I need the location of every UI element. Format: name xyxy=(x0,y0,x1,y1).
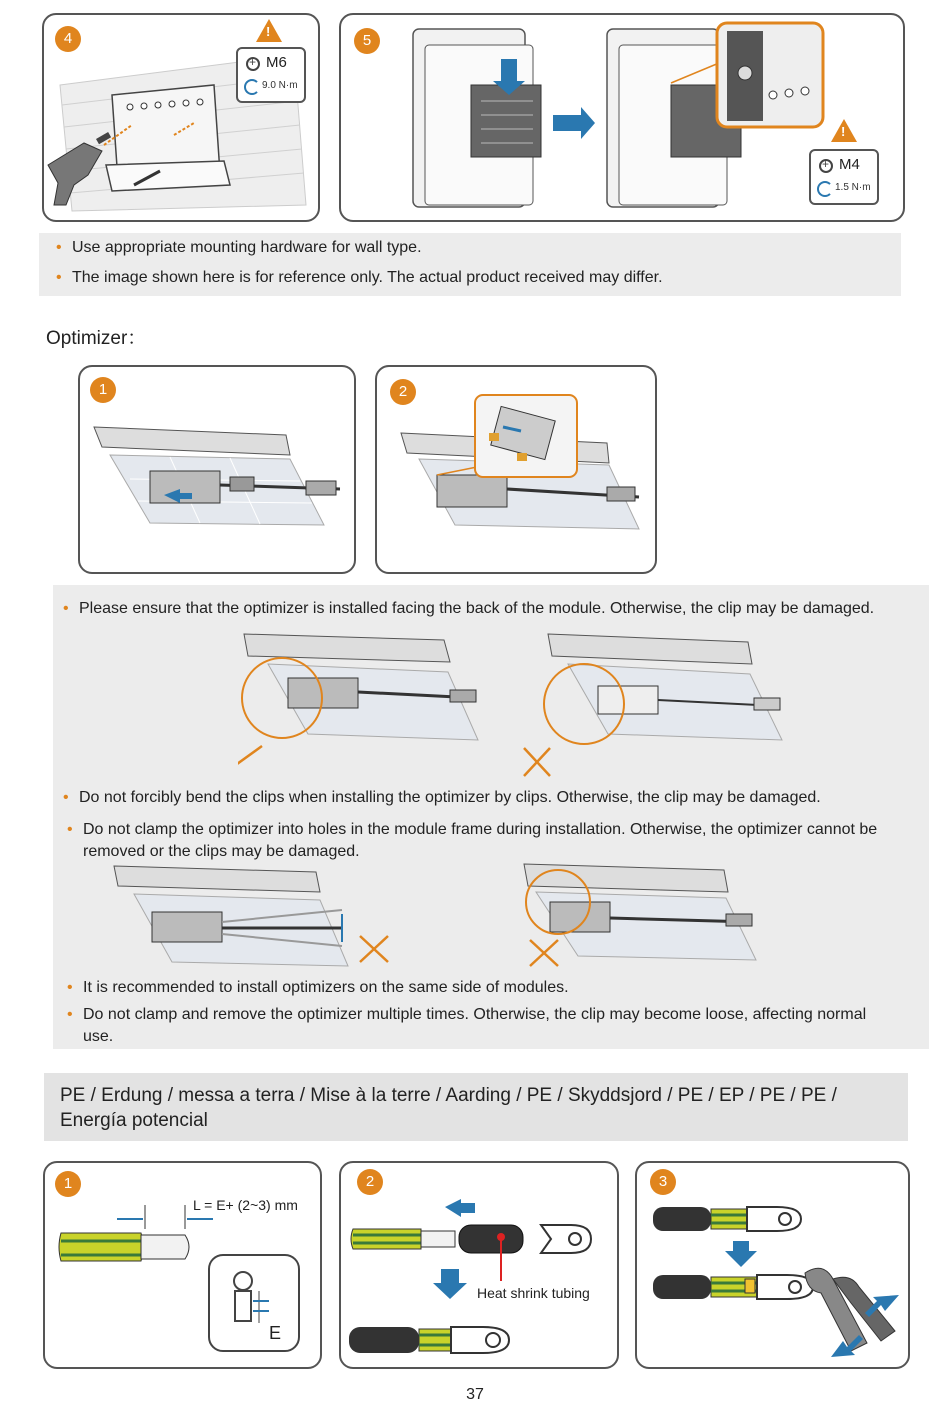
step-number-badge: 2 xyxy=(390,379,416,405)
torque-value: 9.0 N·m xyxy=(262,80,298,91)
optimizer-clip-illustration xyxy=(377,367,655,572)
page-number: 37 xyxy=(466,1386,484,1403)
pe-step2-panel xyxy=(339,1161,619,1369)
note-text: Do not clamp the optimizer into holes in the module frame during installation. Otherwise, the optimizer cannot be removed or the clips may be damaged. xyxy=(83,821,878,860)
bolt-size: M4 xyxy=(839,156,860,173)
pe-heading-box xyxy=(44,1073,908,1141)
check-mark-icon xyxy=(238,746,262,772)
torque-value: 1.5 N·m xyxy=(835,182,871,193)
note-item: • Use appropriate mounting hardware for wall type. xyxy=(56,239,422,256)
step-number-badge: 1 xyxy=(55,1171,81,1197)
step-number-badge: 2 xyxy=(357,1169,383,1195)
bolt-head-icon xyxy=(246,57,260,71)
step5-panel xyxy=(339,13,905,222)
warning-icon xyxy=(831,119,857,142)
step-number-badge: 5 xyxy=(354,28,380,54)
e-dimension-label: E xyxy=(269,1323,282,1343)
bolt-size: M6 xyxy=(266,54,287,71)
note-text: Do not clamp and remove the optimizer multiple times. Otherwise, the clip may become loose, affecting normal use. xyxy=(83,1006,867,1045)
note-item: • Do not clamp the optimizer into holes in the module frame during installation. Otherwise, the optimizer cannot be removed or the clips may be damaged. xyxy=(67,821,878,860)
optimizer-heading: Optimizer： xyxy=(46,328,147,349)
note-text: It is recommended to install optimizers on the same side of modules. xyxy=(83,979,569,996)
pe-step1-panel xyxy=(43,1161,322,1369)
clip-misuse-illustration xyxy=(112,862,772,972)
down-arrow-icon xyxy=(725,1241,757,1267)
note-text: Do not forcibly bend the clips when installing the optimizer by clips. Otherwise, the clip may be damaged. xyxy=(79,789,821,806)
step-number-badge: 1 xyxy=(90,377,116,403)
note-item: • Do not forcibly bend the clips when installing the optimizer by clips. Otherwise, the clip may be damaged. xyxy=(63,789,821,806)
orientation-correct-vs-wrong-illustration xyxy=(238,630,798,780)
rotation-icon xyxy=(817,181,833,197)
torque-spec-box xyxy=(809,149,879,205)
crimp-terminal-illustration xyxy=(637,1163,908,1367)
note-text: The image shown here is for reference only. The actual product received may differ. xyxy=(72,269,663,286)
torque-spec-box xyxy=(236,47,306,103)
optimizer-step1-panel xyxy=(78,365,356,574)
optimizer-install-illustration xyxy=(80,367,354,572)
heat-shrink-illustration xyxy=(341,1163,617,1367)
note-item: • Please ensure that the optimizer is installed facing the back of the module. Otherwise, the clip may be damaged. xyxy=(63,600,875,617)
left-arrow-icon xyxy=(445,1199,475,1217)
warning-icon xyxy=(256,19,282,42)
step-number-badge: 3 xyxy=(650,1169,676,1195)
bolt-head-icon xyxy=(819,159,833,173)
wall-bracket-illustration xyxy=(44,15,318,220)
note-item: • Do not clamp and remove the optimizer multiple times. Otherwise, the clip may become loose, affecting normal use. xyxy=(67,1006,867,1045)
heat-shrink-label: Heat shrink tubing xyxy=(477,1285,590,1301)
optimizer-step2-panel xyxy=(375,365,657,574)
note-text: Please ensure that the optimizer is installed facing the back of the module. Otherwise, the clip may be damaged. xyxy=(79,600,875,617)
note-item: • It is recommended to install optimizers on the same side of modules. xyxy=(67,979,569,996)
length-formula: L = E+ (2~3) mm xyxy=(193,1197,298,1213)
note-item: • The image shown here is for reference only. The actual product received may differ. xyxy=(56,269,663,286)
step4-panel xyxy=(42,13,320,222)
rotation-icon xyxy=(244,79,260,95)
step-number-badge: 4 xyxy=(55,26,81,52)
pe-step3-panel xyxy=(635,1161,910,1369)
pe-heading: PE / Erdung / messa a terra / Mise à la terre / Aarding / PE / Skyddsjord / PE / EP / PE / PE / Energía potencial xyxy=(60,1085,837,1131)
note-text: Use appropriate mounting hardware for wall type. xyxy=(72,239,422,256)
down-arrow-icon xyxy=(433,1269,467,1299)
